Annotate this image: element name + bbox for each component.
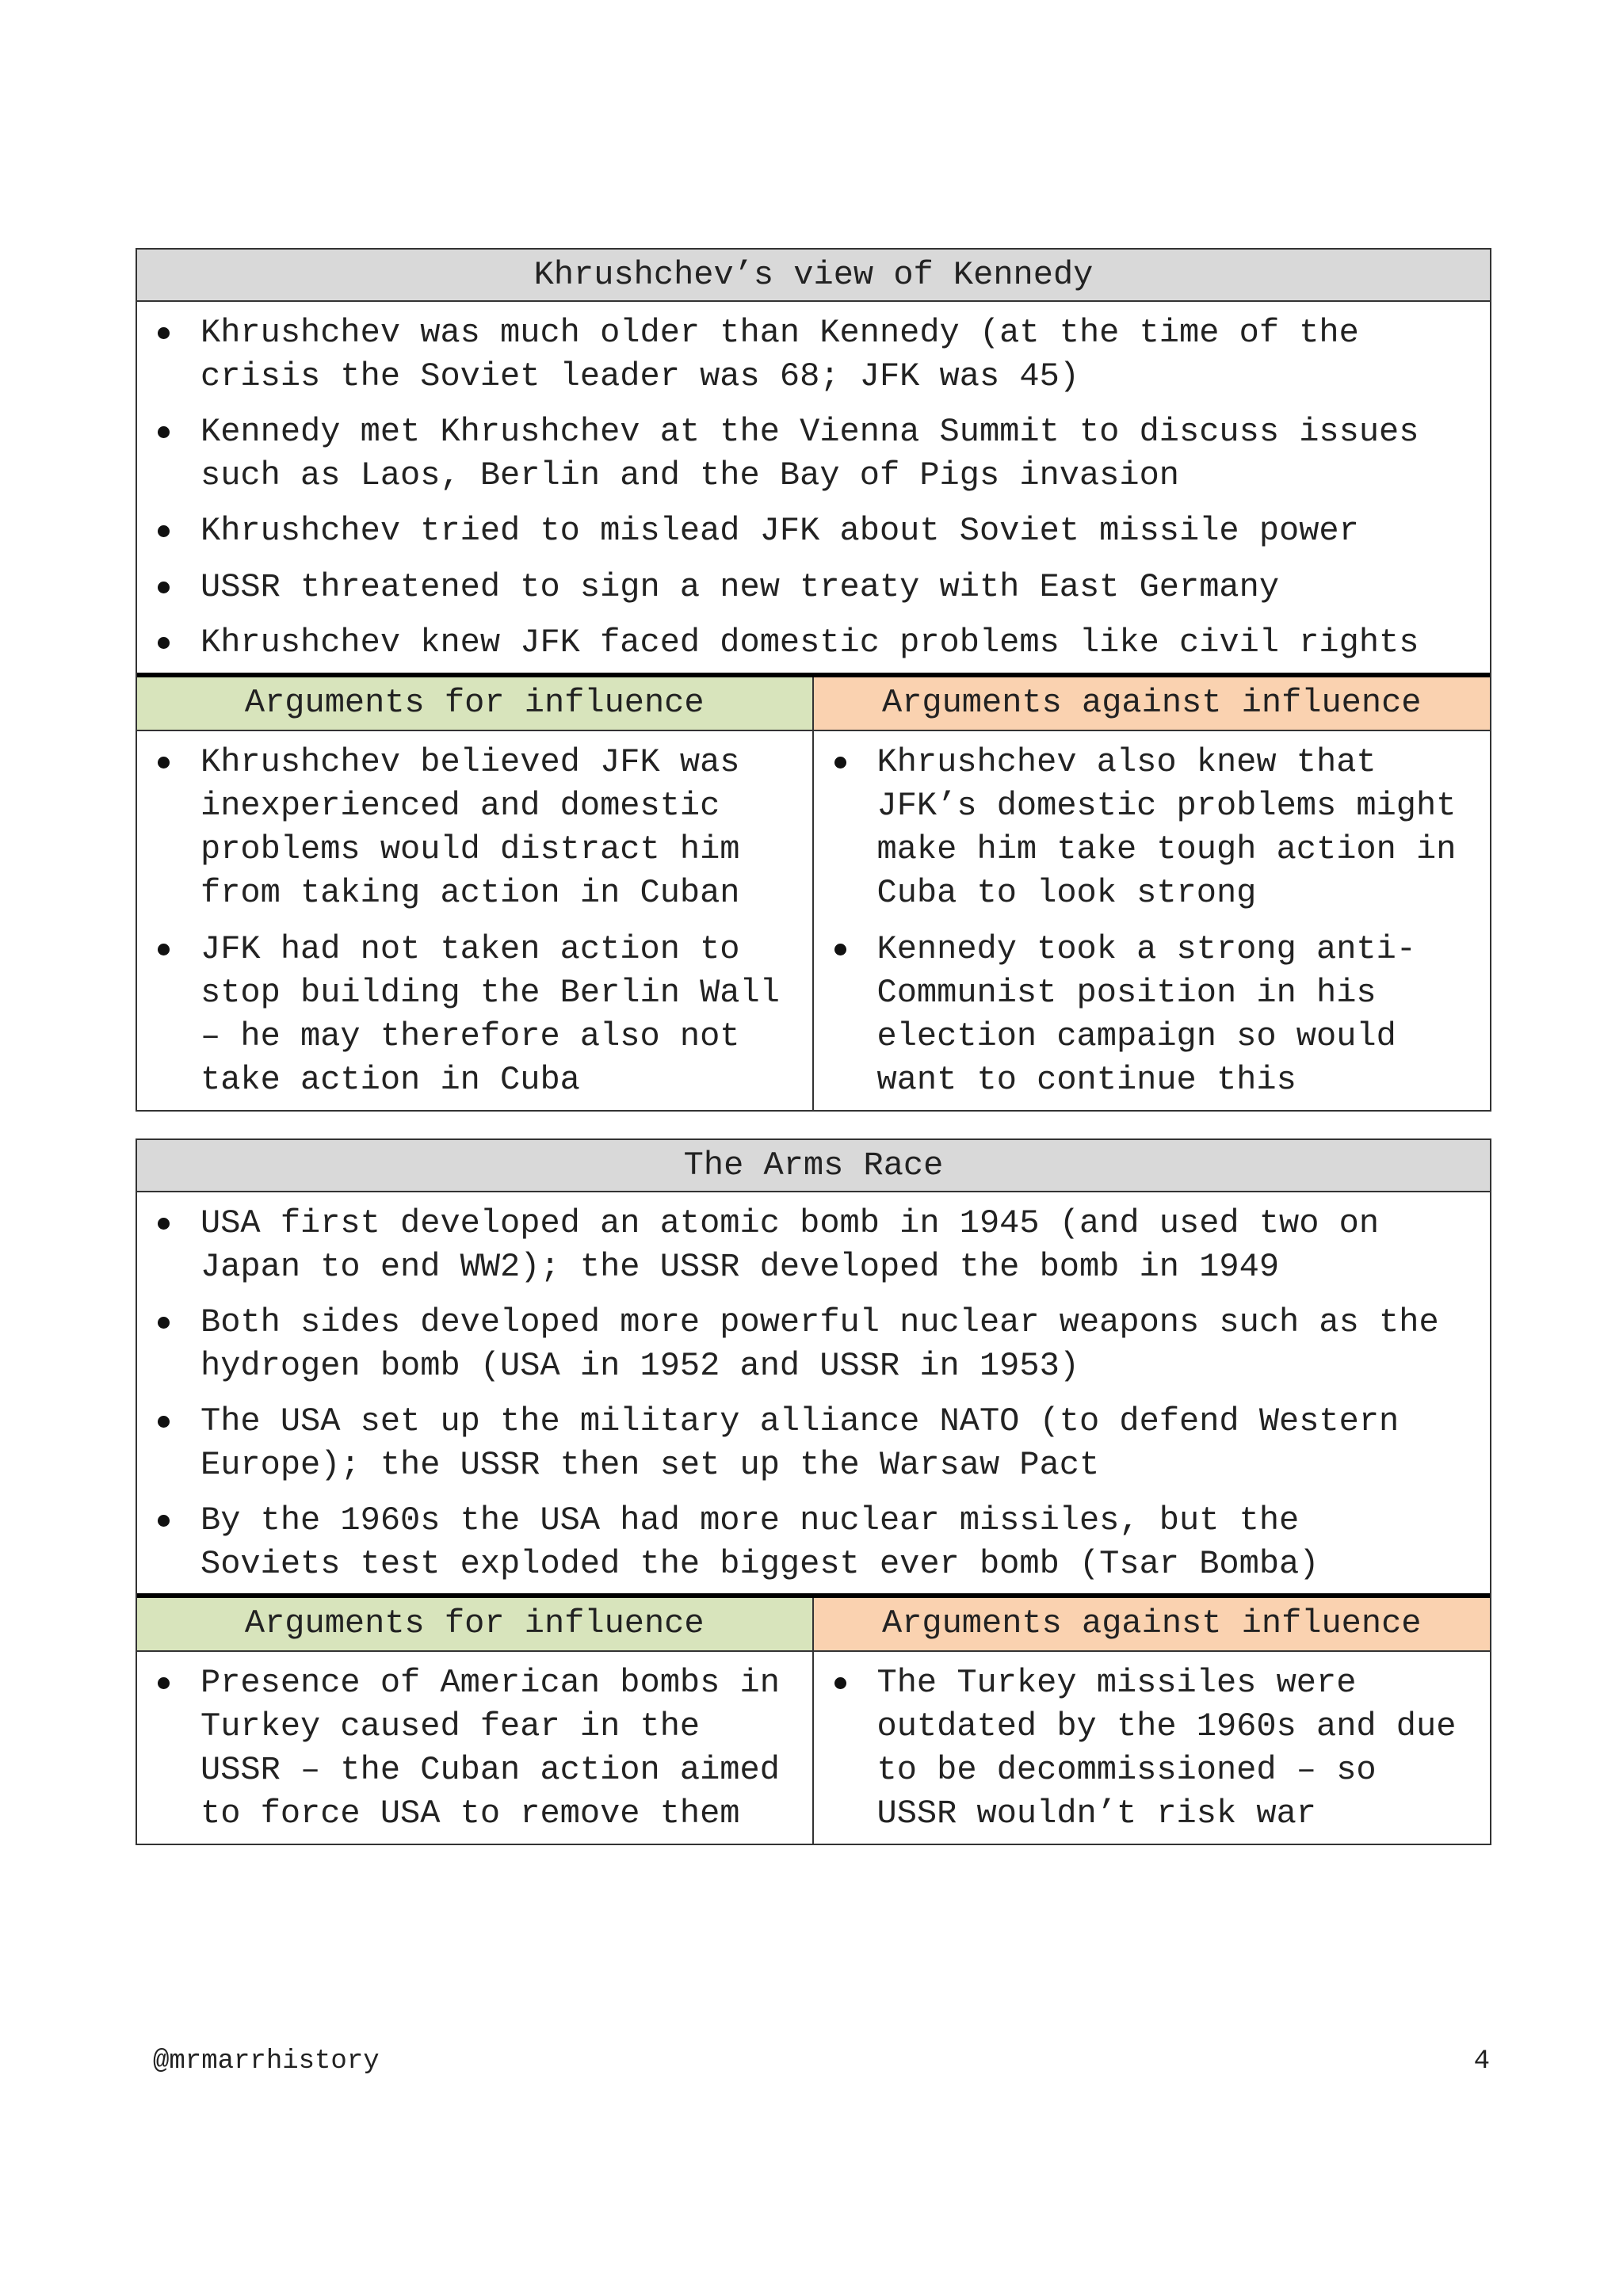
arguments-for-list bbox=[137, 1652, 812, 1844]
author-handle: @mrmarrhistory bbox=[153, 2046, 380, 2077]
key-points-list bbox=[137, 1192, 1490, 1593]
arguments-body-row bbox=[137, 1652, 1490, 1844]
section-title: The Arms Race bbox=[137, 1140, 1490, 1192]
section-title: Khrushchev’s view of Kennedy bbox=[137, 250, 1490, 302]
page-number: 4 bbox=[1473, 2046, 1490, 2077]
list-item: JFK had not taken action to stop building the Berlin Wall – he may therefore also not take action in Cuba bbox=[148, 928, 796, 1102]
arguments-against-list bbox=[814, 1652, 1491, 1844]
list-item: The USA set up the military alliance NATO (to defend Western Europe); the USSR then set up the Warsaw Pact bbox=[148, 1400, 1474, 1486]
list-item: Khrushchev knew JFK faced domestic problems like civil rights bbox=[148, 621, 1474, 665]
list-item: Both sides developed more powerful nuclear weapons such as the hydrogen bomb (USA in 1952 and USSR in 1953) bbox=[148, 1301, 1474, 1387]
list-item: Kennedy took a strong anti- Communist position in his election campaign so would want to continue this bbox=[825, 928, 1475, 1102]
list-item: USSR threatened to sign a new treaty with East Germany bbox=[148, 566, 1474, 609]
list-item: Khrushchev believed JFK was inexperienced and domestic problems would distract him from taking action in Cuban bbox=[148, 741, 796, 915]
list-item: Khrushchev tried to mislead JFK about Soviet missile power bbox=[148, 509, 1474, 553]
arguments-for-heading: Arguments for influence bbox=[137, 677, 814, 730]
arguments-against-heading: Arguments against influence bbox=[814, 1598, 1491, 1650]
arms-race-panel bbox=[136, 1138, 1491, 1845]
arguments-for-column bbox=[137, 731, 814, 1110]
key-points-list bbox=[137, 302, 1490, 673]
arguments-for-column bbox=[137, 1652, 814, 1844]
list-item: By the 1960s the USA had more nuclear missiles, but the Soviets test exploded the biggest ever bomb (Tsar Bomba) bbox=[148, 1499, 1474, 1585]
arguments-body-row bbox=[137, 731, 1490, 1110]
arguments-header-row bbox=[137, 673, 1490, 731]
khrushchev-view-panel bbox=[136, 248, 1491, 1112]
arguments-against-heading: Arguments against influence bbox=[814, 677, 1491, 730]
list-item: The Turkey missiles were outdated by the 1960s and due to be decommissioned – so USSR wouldn’t risk war bbox=[825, 1661, 1475, 1836]
arguments-against-list bbox=[814, 731, 1491, 1110]
arguments-header-row bbox=[137, 1593, 1490, 1652]
arguments-for-list bbox=[137, 731, 812, 1110]
list-item: Kennedy met Khrushchev at the Vienna Summit to discuss issues such as Laos, Berlin and the Bay of Pigs invasion bbox=[148, 410, 1474, 497]
list-item: Khrushchev was much older than Kennedy (at the time of the crisis the Soviet leader was 68; JFK was 45) bbox=[148, 311, 1474, 398]
arguments-for-heading: Arguments for influence bbox=[137, 1598, 814, 1650]
list-item: USA first developed an atomic bomb in 1945 (and used two on Japan to end WW2); the USSR developed the bomb in 1949 bbox=[148, 1202, 1474, 1288]
list-item: Presence of American bombs in Turkey caused fear in the USSR – the Cuban action aimed to force USA to remove them bbox=[148, 1661, 796, 1836]
arguments-against-column bbox=[814, 731, 1491, 1110]
list-item: Khrushchev also knew that JFK’s domestic problems might make him take tough action in Cuba to look strong bbox=[825, 741, 1475, 915]
arguments-against-column bbox=[814, 1652, 1491, 1844]
